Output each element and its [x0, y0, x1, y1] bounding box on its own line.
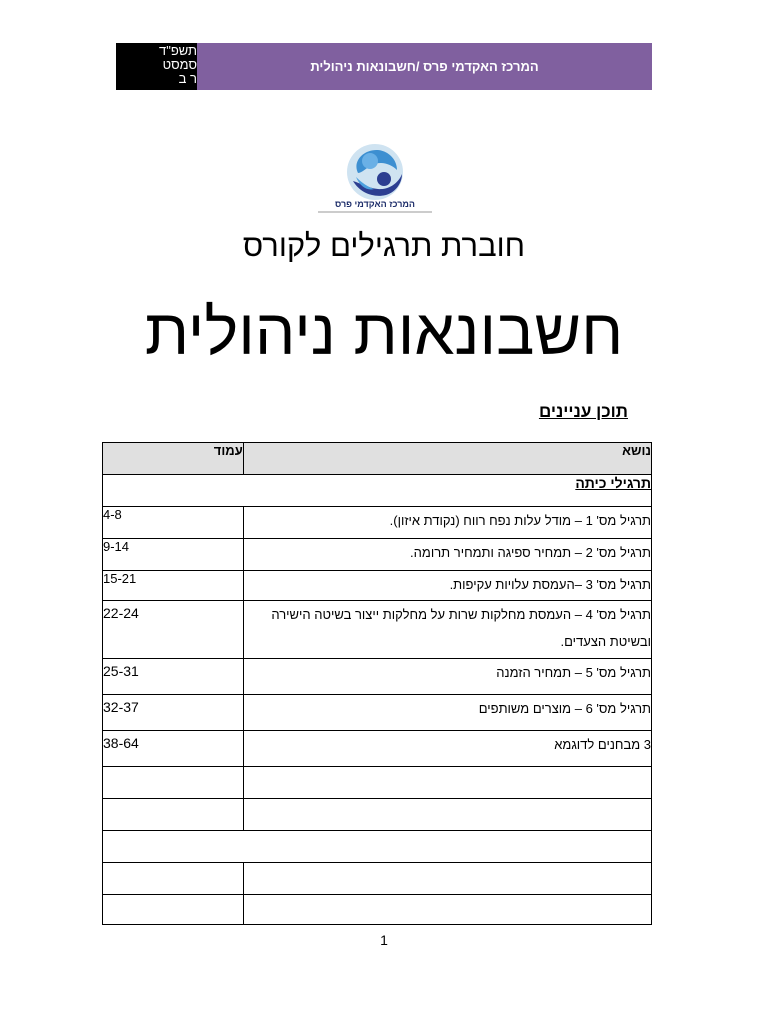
table-row	[103, 731, 652, 767]
toc-topic: תרגיל מס' 1 – מודל עלות נפח רווח (נקודת איזון).	[243, 507, 651, 539]
logo-caption: המרכז האקדמי פרס	[334, 199, 415, 209]
table-row	[103, 659, 652, 695]
toc-page: 9-14	[103, 539, 244, 571]
toc-col-page: עמוד	[103, 443, 244, 475]
toc-topic: תרגיל מס' 3 –העמסת עלויות עקיפות.	[243, 571, 651, 601]
course-title: חשבונאות ניהולית	[144, 296, 624, 368]
toc-page: 15-21	[103, 571, 244, 601]
toc-page: 25-31	[103, 659, 244, 695]
college-logo	[318, 143, 432, 215]
header-line-semester: סמסט	[162, 57, 197, 72]
table-row	[103, 601, 652, 659]
toc-page: 32-37	[103, 695, 244, 731]
table-row	[103, 571, 652, 601]
toc-section-row	[103, 475, 652, 507]
toc-header-row	[103, 443, 652, 475]
page-number: 1	[380, 932, 388, 948]
table-row-empty-merged	[103, 831, 652, 863]
toc-topic: תרגיל מס' 2 – תמחיר ספיגה ותמחיר תרומה.	[243, 539, 651, 571]
table-row	[103, 695, 652, 731]
toc-page-empty	[103, 767, 244, 799]
toc-col-topic: נושא	[243, 443, 651, 475]
table-row-empty	[103, 799, 652, 831]
table-row-empty	[103, 895, 652, 925]
table-row	[103, 507, 652, 539]
toc-table	[102, 442, 652, 925]
toc-topic-empty	[243, 895, 651, 925]
toc-topic: תרגיל מס' 4 – העמסת מחלקות שרות על מחלקות ייצור בשיטה הישירה ובשיטת הצעדים.	[243, 601, 651, 659]
booklet-subtitle: חוברת תרגילים לקורס	[242, 228, 526, 263]
toc-topic: תרגיל מס' 5 – תמחיר הזמנה	[243, 659, 651, 695]
header-line-semester-b: ר ב	[178, 71, 197, 86]
table-row	[103, 539, 652, 571]
table-row-empty	[103, 863, 652, 895]
table-row-empty	[103, 767, 652, 799]
toc-topic: תרגיל מס' 6 – מוצרים משותפים	[243, 695, 651, 731]
toc-page-empty	[103, 895, 244, 925]
toc-page: 38-64	[103, 731, 244, 767]
header-line-year: תשפ"ד	[159, 43, 197, 58]
toc-topic-empty	[243, 767, 651, 799]
header-semester-box	[116, 43, 197, 90]
toc-page: 4-8	[103, 507, 244, 539]
toc-topic: 3 מבחנים לדוגמא	[243, 731, 651, 767]
toc-heading: תוכן עניינים	[538, 402, 628, 421]
toc-topic-empty	[243, 799, 651, 831]
toc-page: 22-24	[103, 601, 244, 659]
page-header	[116, 43, 652, 90]
toc-section-title: תרגילי כיתה	[103, 475, 652, 507]
header-title: המרכז האקדמי פרס /חשבונאות ניהולית	[197, 43, 652, 90]
toc-merged-empty	[103, 831, 652, 863]
toc-topic-empty	[243, 863, 651, 895]
toc-page-empty	[103, 863, 244, 895]
toc-page-empty	[103, 799, 244, 831]
